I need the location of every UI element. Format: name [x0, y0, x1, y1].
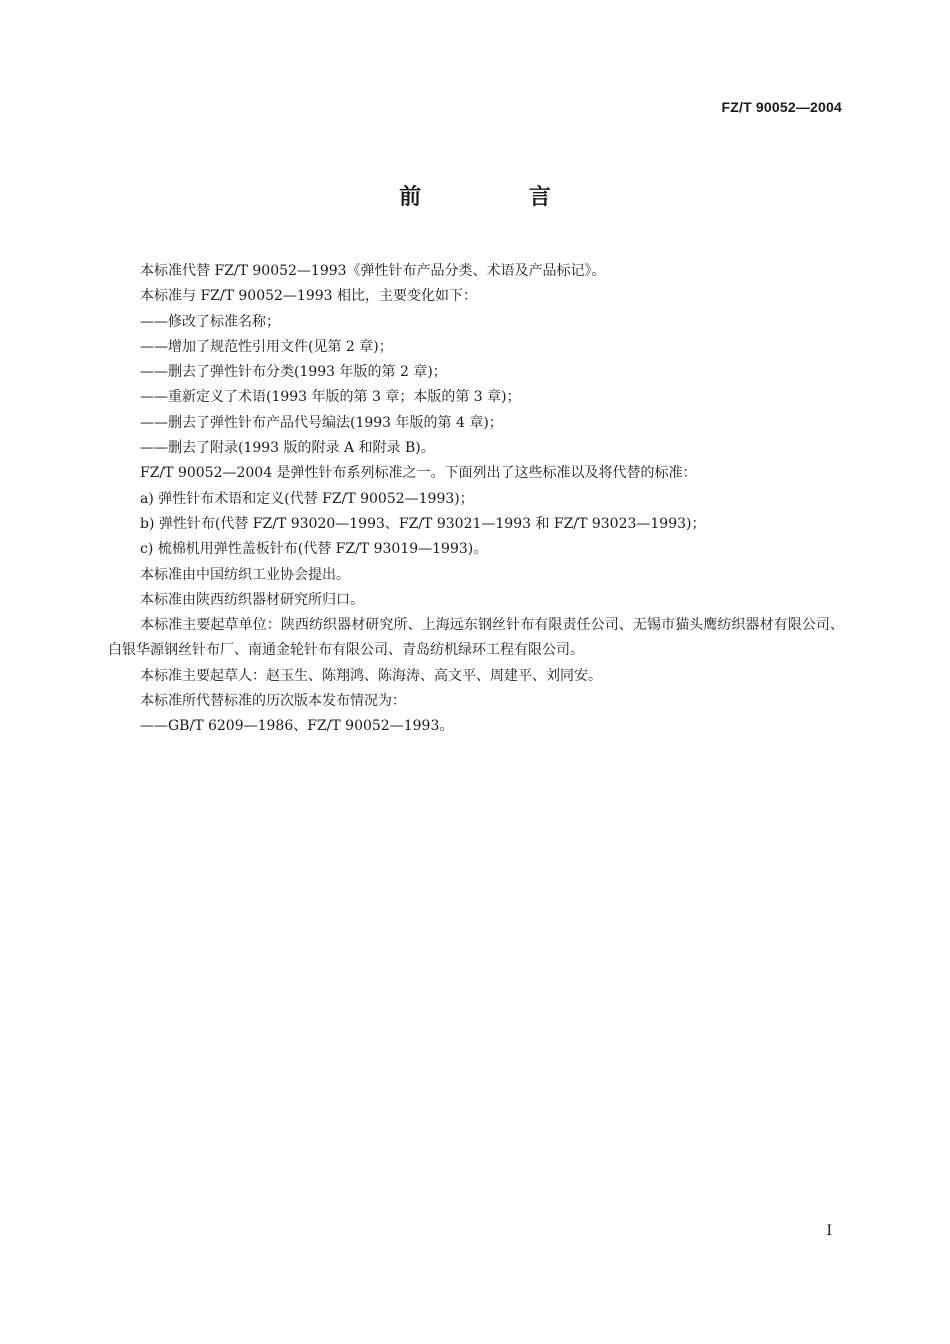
- paragraph-centralized-by: 本标准由陕西纺织器材研究所归口。: [140, 591, 364, 608]
- change-item: ——删去了附录(1993 版的附录 A 和附录 B)。: [140, 440, 435, 457]
- paragraph-drafting-units: 本标准主要起草单位：陕西纺织器材研究所、上海远东钢丝针布有限责任公司、无锡市猫头鹰纺织器材有限公司、白银华源钢丝针布厂、南通金轮针布有限公司、青岛纺机绿环工程有限公司。: [108, 617, 844, 659]
- paragraph-replaces: 本标准代替 FZ/T 90052—1993《弹性针布产品分类、术语及产品标记》。: [140, 263, 606, 279]
- paragraph-series: FZ/T 90052—2004 是弹性针布系列标准之一。下面列出了这些标准以及将代替的标准：: [140, 465, 697, 482]
- change-item: ——增加了规范性引用文件(见第 2 章)；: [140, 338, 393, 355]
- paragraph-changes-intro: 本标准与 FZ/T 90052—1993 相比，主要变化如下：: [140, 288, 478, 305]
- history-item: ——GB/T 6209—1986、FZ/T 90052—1993。: [140, 718, 454, 735]
- change-item: ——删去了弹性针布产品代号编法(1993 年版的第 4 章)；: [140, 414, 503, 431]
- page-title: 前 言: [399, 185, 601, 210]
- change-item: ——删去了弹性针布分类(1993 年版的第 2 章)；: [140, 364, 447, 381]
- paragraph-drafters: 本标准主要起草人：赵玉生、陈翔鸿、陈海涛、高文平、周建平、刘同安。: [140, 667, 602, 684]
- paragraph-history-intro: 本标准所代替标准的历次版本发布情况为：: [140, 693, 406, 710]
- change-item: ——重新定义了术语(1993 年版的第 3 章；本版的第 3 章)；: [140, 389, 521, 406]
- standard-code: FZ/T 90052—2004: [721, 99, 842, 115]
- foreword-body: [108, 259, 844, 740]
- series-item: a) 弹性针布术语和定义(代替 FZ/T 90052—1993)；: [140, 490, 474, 507]
- paragraph-proposed-by: 本标准由中国纺织工业协会提出。: [140, 566, 350, 583]
- series-item: c) 梳棉机用弹性盖板针布(代替 FZ/T 93019—1993)。: [140, 541, 488, 558]
- change-item: ——修改了标准名称；: [140, 313, 280, 330]
- page-number: I: [826, 1223, 832, 1239]
- series-item: b) 弹性针布(代替 FZ/T 93020—1993、FZ/T 93021—1993 和 FZ/T 93023—1993)；: [140, 515, 706, 532]
